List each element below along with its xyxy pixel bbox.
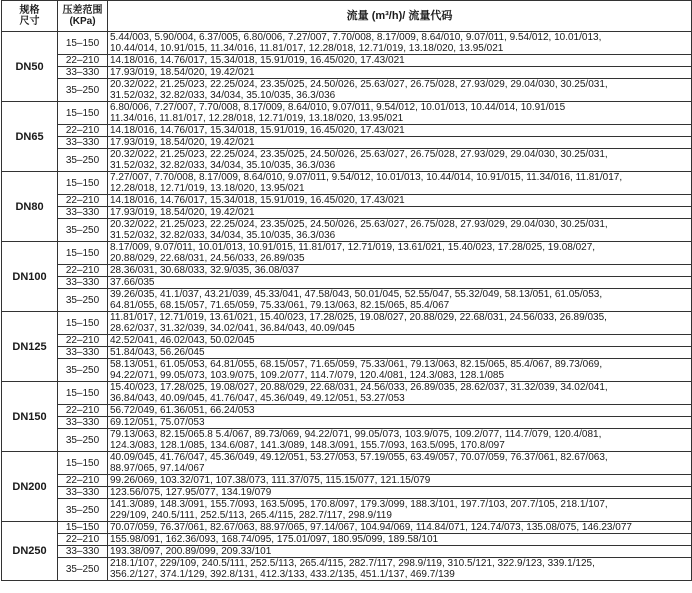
flow-values-line: 6.80/006, 7.27/007, 7.70/008, 8.17/009, 8.64/010, 9.07/011, 9.54/012, 10.01/013, 10.44/014, 10.91/015: [110, 102, 566, 113]
range-cell: 15–150: [58, 102, 108, 125]
flow-values-line: 99.26/069, 103.32/071, 107.38/073, 111.37/075, 115.15/077, 121.15/079: [110, 475, 431, 486]
size-header: [2, 1, 58, 32]
range-cell: 15–150: [58, 382, 108, 405]
range-cell: 15–150: [58, 452, 108, 475]
range-cell: 33–330: [58, 67, 108, 79]
flow-values-line: 31.52/032, 32.82/033, 34/034, 35.10/035, 36.3/036: [110, 90, 336, 101]
range-cell: 22–210: [58, 55, 108, 67]
flow-values-line: 70.07/059, 76.37/061, 82.67/063, 88.97/065, 97.14/067, 104.94/069, 114.84/071, 124.74/073, 135.08/075, 146.23/077: [110, 522, 632, 533]
table-row: [2, 277, 692, 289]
flow-values-cell: [108, 417, 692, 429]
flow-values-cell: [108, 79, 692, 102]
table-row: [2, 546, 692, 558]
flow-values-line: 20.88/029, 22.68/031, 24.56/033, 26.89/035: [110, 253, 305, 264]
flow-values-line: 17.93/019, 18.54/020, 19.42/021: [110, 137, 255, 148]
flow-values-cell: [108, 546, 692, 558]
range-cell: 35–250: [58, 359, 108, 382]
table-body: [2, 32, 692, 581]
flow-values-line: 12.28/018, 12.71/019, 13.18/020, 13.95/021: [110, 183, 305, 194]
flow-values-line: 31.52/032, 32.82/033, 34/034, 35.10/035, 36.3/036: [110, 160, 336, 171]
flow-values-line: 155.98/091, 162.36/093, 168.74/095, 175.01/097, 180.95/099, 189.58/101: [110, 534, 439, 545]
size-cell: DN250: [2, 522, 58, 581]
flow-values-cell: [108, 55, 692, 67]
flow-values-cell: [108, 499, 692, 522]
size-cell: DN200: [2, 452, 58, 522]
flow-values-cell: [108, 558, 692, 581]
range-cell: 35–250: [58, 499, 108, 522]
range-cell: 33–330: [58, 347, 108, 359]
table-row: [2, 137, 692, 149]
flow-values-cell: [108, 475, 692, 487]
flow-values-line: 51.84/043, 56.26/045: [110, 347, 205, 358]
size-header-line-2: 尺寸: [19, 16, 40, 27]
flow-values-cell: [108, 429, 692, 452]
flow-values-cell: [108, 149, 692, 172]
flow-values-line: 141.3/089, 148.3/091, 155.7/093, 163.5/095, 170.8/097, 179.3/099, 188.3/101, 197.7/103, 207.7/105, 218.1/107,: [110, 499, 608, 510]
flow-values-cell: [108, 312, 692, 335]
range-cell: 35–250: [58, 79, 108, 102]
table-row: [2, 79, 692, 102]
flow-values-cell: [108, 207, 692, 219]
range-cell: 35–250: [58, 219, 108, 242]
range-cell: 22–210: [58, 265, 108, 277]
table-row: [2, 558, 692, 581]
flow-values-cell: [108, 242, 692, 265]
flow-values-cell: [108, 172, 692, 195]
flow-values-cell: [108, 219, 692, 242]
flow-values-line: 39.26/035, 41.1/037, 43.21/039, 45.33/041, 47.58/043, 50.01/045, 52.55/047, 55.32/049, 58.13/051, 61.05/053,: [110, 289, 603, 300]
flow-values-cell: [108, 195, 692, 207]
table-row: [2, 522, 692, 534]
range-cell: 15–150: [58, 172, 108, 195]
range-cell: 35–250: [58, 289, 108, 312]
flow-values-line: 15.40/023, 17.28/025, 19.08/027, 20.88/029, 22.68/031, 24.56/033, 26.89/035, 28.62/037, 31.32/039, 34.02/041,: [110, 382, 608, 393]
flow-values-cell: [108, 67, 692, 79]
table-row: [2, 265, 692, 277]
range-cell: 15–150: [58, 32, 108, 55]
flow-values-line: 69.12/051, 75.07/053: [110, 417, 205, 428]
flow-values-line: 218.1/107, 229/109, 240.5/111, 252.5/113, 265.4/115, 282.7/117, 298.9/119, 310.5/121, 322.9/123, 339.1/125,: [110, 558, 595, 569]
table-row: [2, 242, 692, 265]
flow-values-line: 124.3/083, 128.1/085, 134.6/087, 141.3/089, 148.3/091, 155.7/093, 163.5/095, 170.8/097: [110, 440, 505, 451]
table-row: [2, 335, 692, 347]
table-row: [2, 125, 692, 137]
table-row: [2, 289, 692, 312]
table-row: [2, 487, 692, 499]
flow-values-cell: [108, 534, 692, 546]
table-row: [2, 195, 692, 207]
flow-values-cell: [108, 289, 692, 312]
range-cell: 33–330: [58, 207, 108, 219]
size-cell: DN80: [2, 172, 58, 242]
flow-values-line: 229/109, 240.5/111, 252.5/113, 265.4/115, 282.7/117, 298.9/119: [110, 510, 392, 521]
range-cell: 33–330: [58, 137, 108, 149]
size-header-line-1: 规格: [19, 5, 40, 16]
range-cell: 33–330: [58, 277, 108, 289]
range-cell: 33–330: [58, 417, 108, 429]
table-row: [2, 149, 692, 172]
flow-values-line: 28.62/037, 31.32/039, 34.02/041, 36.84/043, 40.09/045: [110, 323, 355, 334]
flow-values-line: 20.32/022, 21.25/023, 22.25/024, 23.35/025, 24.50/026, 25.63/027, 26.75/028, 27.93/029, 29.04/030, 30.25/031,: [110, 149, 608, 160]
flow-values-line: 11.34/016, 11.81/017, 12.28/018, 12.71/019, 13.18/020, 13.95/021: [110, 113, 404, 124]
range-cell: 22–210: [58, 534, 108, 546]
range-cell: 15–150: [58, 242, 108, 265]
flow-values-line: 10.44/014, 10.91/015, 11.34/016, 11.81/017, 12.28/018, 12.71/019, 13.18/020, 13.95/021: [110, 43, 504, 54]
table-row: [2, 32, 692, 55]
range-cell: 15–150: [58, 522, 108, 534]
flow-values-line: 20.32/022, 21.25/023, 22.25/024, 23.35/025, 24.50/026, 25.63/027, 26.75/028, 27.93/029, 29.04/030, 30.25/031,: [110, 79, 608, 90]
table-row: [2, 67, 692, 79]
table-row: [2, 405, 692, 417]
flow-values-line: 356.2/127, 374.1/129, 392.8/131, 412.3/133, 433.2/135, 451.1/137, 469.7/139: [110, 569, 455, 580]
flow-values-line: 58.13/051, 61.05/053, 64.81/055, 68.15/057, 71.65/059, 75.33/061, 79.13/063, 82.15/065, 85.4/067, 89.73/069,: [110, 359, 603, 370]
flow-values-line: 8.17/009, 9.07/011, 10.01/013, 10.91/015, 11.81/017, 12.71/019, 13.61/021, 15.40/023, 17.28/025, 19.08/027,: [110, 242, 596, 253]
range-cell: 35–250: [58, 149, 108, 172]
flow-values-cell: [108, 335, 692, 347]
range-cell: 22–210: [58, 405, 108, 417]
size-cell: DN50: [2, 32, 58, 102]
table-row: [2, 499, 692, 522]
flow-values-cell: [108, 405, 692, 417]
range-cell: 33–330: [58, 546, 108, 558]
table-row: [2, 102, 692, 125]
flow-values-line: 14.18/016, 14.76/017, 15.34/018, 15.91/019, 16.45/020, 17.43/021: [110, 125, 405, 136]
flow-values-cell: [108, 277, 692, 289]
flow-values-cell: [108, 137, 692, 149]
flow-values-cell: [108, 382, 692, 405]
flow-values-line: 88.97/065, 97.14/067: [110, 463, 205, 474]
table-row: [2, 417, 692, 429]
range-cell: 22–210: [58, 335, 108, 347]
size-cell: DN125: [2, 312, 58, 382]
table-row: [2, 452, 692, 475]
flow-values-line: 28.36/031, 30.68/033, 32.9/035, 36.08/037: [110, 265, 300, 276]
flow-values-line: 94.22/071, 99.05/073, 103.9/075, 109.2/077, 114.7/079, 120.4/081, 124.3/083, 128.1/085: [110, 370, 505, 381]
table-row: [2, 382, 692, 405]
table-row: [2, 347, 692, 359]
flow-values-line: 37.66/035: [110, 277, 155, 288]
flow-values-line: 64.81/055, 68.15/057, 71.65/059, 75.33/061, 79.13/063, 82.15/065, 85.4/067: [110, 300, 450, 311]
flow-values-line: 14.18/016, 14.76/017, 15.34/018, 15.91/019, 16.45/020, 17.43/021: [110, 195, 405, 206]
flow-values-line: 17.93/019, 18.54/020, 19.42/021: [110, 207, 255, 218]
size-cell: DN100: [2, 242, 58, 312]
flow-values-cell: [108, 359, 692, 382]
flow-values-cell: [108, 265, 692, 277]
flow-values-line: 79.13/063, 82.15/065.8 5.4/067, 89.73/069, 94.22/071, 99.05/073, 103.9/075, 109.2/077, 114.7/079, 120.4/081,: [110, 429, 602, 440]
range-cell: 22–210: [58, 195, 108, 207]
table-row: [2, 312, 692, 335]
flow-values-cell: [108, 32, 692, 55]
table-row: [2, 429, 692, 452]
table-header-row: [2, 1, 692, 32]
range-cell: 22–210: [58, 125, 108, 137]
table-row: [2, 207, 692, 219]
flow-values-cell: [108, 125, 692, 137]
range-cell: 15–150: [58, 312, 108, 335]
flow-values-line: 14.18/016, 14.76/017, 15.34/018, 15.91/019, 16.45/020, 17.43/021: [110, 55, 405, 66]
flow-values-line: 31.52/032, 32.82/033, 34/034, 35.10/035, 36.3/036: [110, 230, 336, 241]
flow-values-line: 56.72/049, 61.36/051, 66.24/053: [110, 405, 255, 416]
flow-values-line: 5.44/003, 5.90/004, 6.37/005, 6.80/006, 7.27/007, 7.70/008, 8.17/009, 8.64/010, 9.07/011, 9.54/012, 10.01/013,: [110, 32, 602, 43]
range-cell: 33–330: [58, 487, 108, 499]
size-cell: DN65: [2, 102, 58, 172]
flow-values-line: 193.38/097, 200.89/099, 209.33/101: [110, 546, 272, 557]
flow-values-cell: [108, 487, 692, 499]
table-row: [2, 172, 692, 195]
flow-values-line: 40.09/045, 41.76/047, 45.36/049, 49.12/051, 53.27/053, 57.19/055, 63.49/057, 70.07/059, 76.37/061, 82.67/063,: [110, 452, 608, 463]
range-header-line-2: (KPa): [69, 16, 96, 27]
table-row: [2, 359, 692, 382]
flow-values-line: 123.56/075, 127.95/077, 134.19/079: [110, 487, 272, 498]
values-header: 流量 (m³/h)/ 流量代码: [108, 1, 692, 32]
flow-values-cell: [108, 102, 692, 125]
flow-values-cell: [108, 452, 692, 475]
size-cell: DN150: [2, 382, 58, 452]
flow-values-cell: [108, 522, 692, 534]
table-row: [2, 534, 692, 546]
flow-values-line: 36.84/043, 40.09/045, 41.76/047, 45.36/049, 49.12/051, 53.27/053: [110, 393, 405, 404]
flow-values-cell: [108, 347, 692, 359]
flow-table-container: [1, 0, 691, 581]
range-cell: 35–250: [58, 558, 108, 581]
range-cell: 35–250: [58, 429, 108, 452]
table-row: [2, 55, 692, 67]
range-cell: 22–210: [58, 475, 108, 487]
flow-values-line: 42.52/041, 46.02/043, 50.02/045: [110, 335, 255, 346]
range-header-line-1: 压差范围: [62, 5, 103, 16]
table-row: [2, 475, 692, 487]
flow-rate-table: [1, 0, 692, 581]
table-row: [2, 219, 692, 242]
flow-values-line: 11.81/017, 12.71/019, 13.61/021, 15.40/023, 17.28/025, 19.08/027, 20.88/029, 22.68/031, 24.56/033, 26.89/035,: [110, 312, 607, 323]
flow-values-line: 20.32/022, 21.25/023, 22.25/024, 23.35/025, 24.50/026, 25.63/027, 26.75/028, 27.93/029, 29.04/030, 30.25/031,: [110, 219, 608, 230]
range-header: [58, 1, 108, 32]
flow-values-line: 17.93/019, 18.54/020, 19.42/021: [110, 67, 255, 78]
flow-values-line: 7.27/007, 7.70/008, 8.17/009, 8.64/010, 9.07/011, 9.54/012, 10.01/013, 10.44/014, 10.91/015, 11.34/016, 11.81/017,: [110, 172, 623, 183]
